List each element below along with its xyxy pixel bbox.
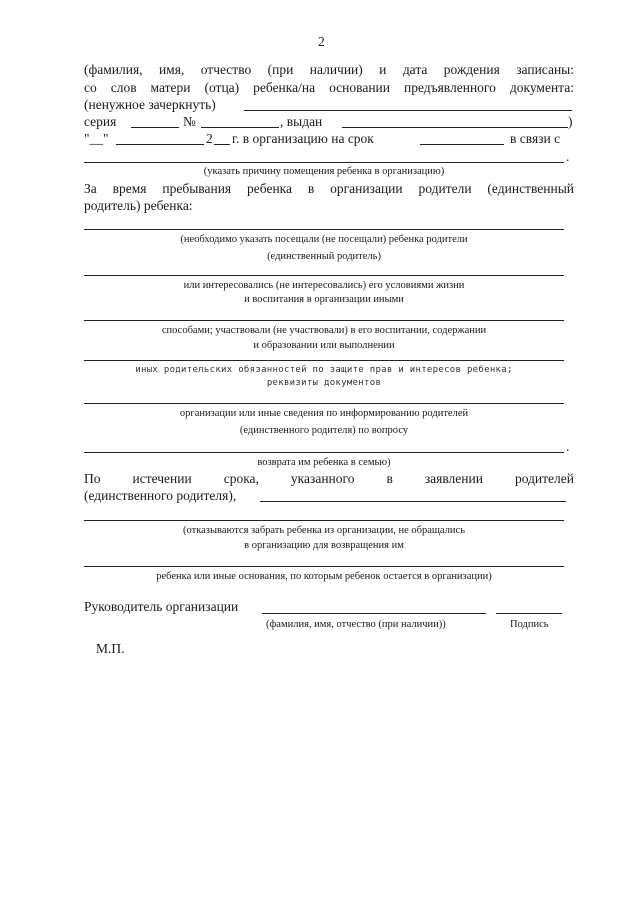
blank-duties[interactable] xyxy=(84,360,564,361)
label-reason: в связи с xyxy=(510,131,561,146)
hint-interest-1: или интересовались (не интересовались) его условиями жизни xyxy=(183,280,465,291)
blank-parents[interactable] xyxy=(260,501,566,502)
hint-return: возврата им ребенка в семью) xyxy=(257,457,391,468)
hint-interest-2: и воспитания в организации иными xyxy=(244,294,404,305)
blank-interest[interactable] xyxy=(84,275,564,276)
paragraph-term-expiry: По истечении срока, указанного в заявлении родителей xyxy=(84,471,574,486)
blank-refuse[interactable] xyxy=(84,520,564,521)
blank-series[interactable] xyxy=(131,127,179,128)
blank-term[interactable] xyxy=(420,144,504,145)
hint-duties-1: иных родительских обязанностей по защите прав и интересов ребенка; xyxy=(135,365,513,375)
hint-head-signature: Подпись xyxy=(510,619,549,630)
label-term: г. в организацию на срок xyxy=(232,131,374,146)
hint-head-name: (фамилия, имя, отчество (при наличии)) xyxy=(266,619,446,630)
blank-month[interactable] xyxy=(116,144,204,145)
label-number: № xyxy=(183,114,196,129)
head-label: Руководитель организации xyxy=(84,599,239,614)
hint-visit-2: (единственный родитель) xyxy=(267,251,381,262)
hint-duties-2: реквизиты документов xyxy=(266,378,382,388)
paragraph-stay-cont: родитель) ребенка: xyxy=(84,198,193,213)
close-paren: ) xyxy=(568,114,573,129)
paragraph-stay: За время пребывания ребенка в организации родители (единственный xyxy=(84,181,574,196)
paragraph-term-expiry-cont: (единственного родителя), xyxy=(84,488,237,503)
blank-ways[interactable] xyxy=(84,320,564,321)
page-number: 2 xyxy=(318,34,325,49)
hint-basis: ребенка или иные основания, по которым ребенок остается в организации) xyxy=(156,571,492,582)
blank-document-line[interactable] xyxy=(244,110,572,111)
hint-org-1: организации или иные сведения по информированию родителей xyxy=(179,408,469,419)
blank-head-name[interactable] xyxy=(262,613,486,614)
hint-reason: (указать причину помещения ребенка в организацию) xyxy=(203,166,445,177)
text-line-fio: (фамилия, имя, отчество (при наличии) и дата рождения записаны: xyxy=(84,62,574,77)
blank-issued-by[interactable] xyxy=(342,127,568,128)
blank-basis[interactable] xyxy=(84,566,564,567)
blank-return[interactable] xyxy=(84,452,564,453)
label-series: серия xyxy=(84,114,117,129)
label-year-prefix: 2 xyxy=(206,131,213,146)
label-issued: , выдан xyxy=(280,114,323,129)
hint-org-2: (единственного родителя) по вопросу xyxy=(239,425,409,436)
blank-number[interactable] xyxy=(201,127,279,128)
stamp-place: М.П. xyxy=(96,641,125,656)
blank-org[interactable] xyxy=(84,403,564,404)
blank-visit[interactable] xyxy=(84,229,564,230)
line-end-dot: . xyxy=(566,149,570,164)
label-day: "__" xyxy=(84,131,109,146)
blank-year[interactable] xyxy=(214,144,230,145)
line-end-dot-2: . xyxy=(566,439,570,454)
text-line-source: со слов матери (отца) ребенка/на основании предъявленного документа: xyxy=(84,80,574,95)
hint-refuse-2: в организацию для возвращения им xyxy=(244,540,404,551)
text-line-strike-note: (ненужное зачеркнуть) xyxy=(84,97,216,112)
blank-head-signature[interactable] xyxy=(496,613,562,614)
hint-refuse-1: (отказываются забрать ребенка из организации, не обращались xyxy=(183,525,465,536)
hint-ways-2: и образовании или выполнении xyxy=(253,340,395,351)
blank-reason[interactable] xyxy=(84,162,564,163)
hint-visit-1: (необходимо указать посещали (не посещали) ребенка родители xyxy=(180,234,468,245)
hint-ways-1: способами; участвовали (не участвовали) в его воспитании, содержании xyxy=(161,325,487,336)
